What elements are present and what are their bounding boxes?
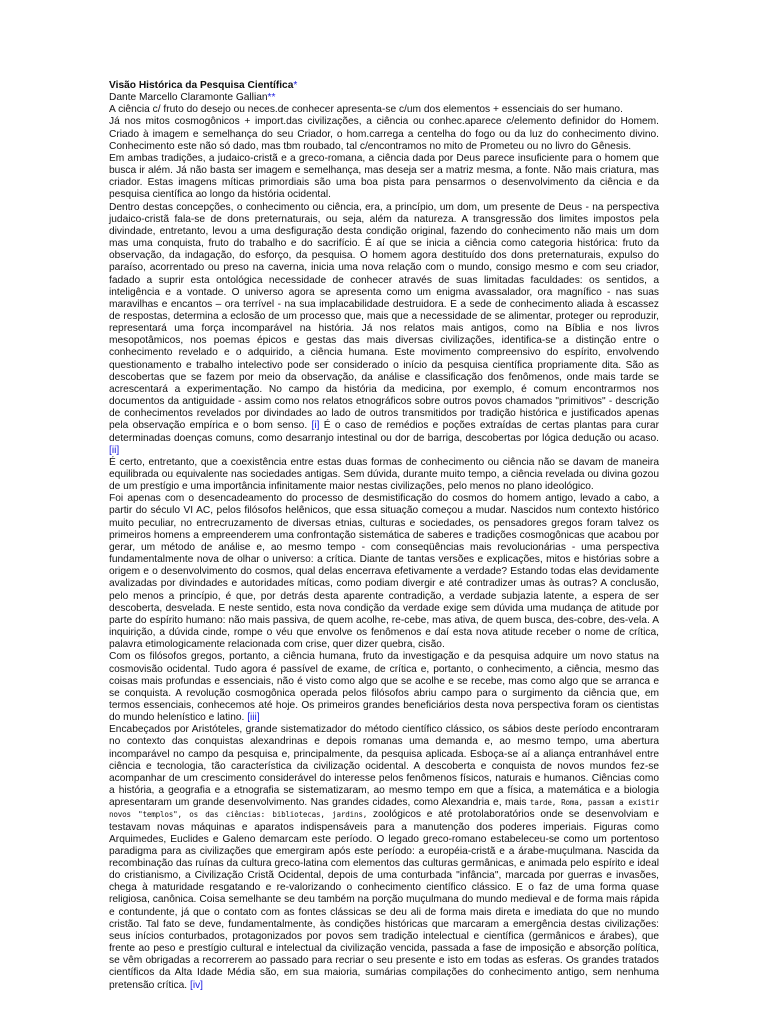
author-name: Dante Marcello Claramonte Gallian	[109, 92, 268, 104]
document-title	[109, 80, 659, 92]
title-footnote-link[interactable]: *	[293, 80, 298, 91]
paragraph: A ciência c/ fruto do desejo ou neces.de conhecer apresenta-se c/um dos elementos + essenciais do ser humano.	[109, 104, 623, 116]
footnote-link[interactable]: [i]	[311, 420, 320, 432]
title-text: Visão Histórica da Pesquisa Científica	[109, 80, 294, 91]
paragraph: Encabeçados por Aristóteles, grande sistematizador do método científico clássico, os sábios deste período encontraram no contexto das conquistas alexandrinas e depois romanas uma demanda e, ao mesmo tempo, uma abertura incomparável no campo da pesquisa e, principalmente, da pesquisa aplicada. Esboça-se aí a aliança entranhável entre ciência e tecnologia, tão característica da civilização ocidental. A descoberta e conquista de novos mundos fez-se acompanhar de um crescimento considerável do interesse pelos fenômenos físicos, naturais e humanos. Ciências como a história, a geografia e a etnografia se sistematizaram, ao mesmo tempo em que a física, a matemática e a biologia apresentaram um grande desenvolvimento. Nas grandes cidades, como Alexandria e, mais tarde, Roma, passam a existir novos "templos", os das ciências: bibliotecas, jardins, zoológicos e até protolaboratórios onde se desenvolviam e testavam novas máquinas e aparatos indispensáveis para a manutenção dos poderes imperiais. Figuras como Arquimedes, Euclides e Galeno demarcam este período. O legado greco-romano estabeleceu-se como um portentoso paradigma para as civilizações que emergiram após este período: a européia-cristã e a árabe-muçulmana. Nascida da recombinação das ruínas da cultura greco-latina com elementos das culturas germânicas, e animada pelo espírito e ideal do cristianismo, a Civilização Cristã Ocidental, depois de uma conturbada "infância", marcada por guerras e invasões, chega à maturidade resgatando e re-valorizando o conhecimento científico clássico. E o faz de uma forma quase religiosa, canônica. Coisa semelhante se deu também na porção muçulmana do mundo medieval e de forma mais rápida e contundente, já que o contato com as fontes clássicas se deu ali de forma mais direta e imediata do que no mundo cristão. Tal fato se deve, fundamentalmente, às condições históricas que marcaram a emergência destas civilizações: seus inícios conturbados, protagonizados por povos sem tradição intelectual e científica (germânicos e árabes), que frente ao peso e prestígio cultural e intelectual da civilização vencida, passada a fase de imposição e absorção política, se vêm obrigadas a recorrerem ao passado para recriar o seu presente e isto em todas as esferas. Os grandes tratados científicos da Alta Idade Média são, em sua maioria, sumárias compilações do conhecimento antigo, sem nenhuma pretensão crítica. [iv]	[109, 724, 660, 991]
author-footnote-link[interactable]: **	[267, 92, 276, 104]
author-line	[109, 92, 659, 104]
paragraph: Em ambas tradições, a judaico-cristã e a greco-romana, a ciência dada por Deus parece insuficiente para o homem que busca ir além. Já não basta ser imagem e semelhança, mas deseja ser a matriz mesma, a fonte. Não mais criatura, mas criador. Estas imagens míticas primordiais são uma boa pista para pensarmos o desenvolvimento da ciência e da pesquisa científica ao longo da história ocidental.	[109, 152, 659, 201]
paragraph: Já nos mitos cosmogônicos + import.das civilizações, a ciência ou conhec.aparece c/elemento definidor do Homem. Criado à imagem e semelhança do seu Criador, o hom.carrega a centelha do fogo ou da luz do conhecimento divino. Conhecimento este não só dado, mas tbm roubado, tal c/encontramos no mito de Prometeu ou no livro do Gênesis.	[109, 116, 659, 152]
document-body	[109, 80, 659, 992]
paragraph: Foi apenas com o desencadeamento do processo de desmistificação do cosmos do homem antigo, levado a cabo, a partir do século VI AC, pelos filósofos helênicos, que essa situação começou a mudar. Nascidos num contexto histórico muito peculiar, no entrecruzamento de diversas etnias, culturas e sociedades, os pensadores gregos foram talvez os primeiros homens a empreenderem uma confrontação sistemática de saberes e tradições cosmogônicas que acabou por gerar, um método de análise e, ao mesmo tempo - com conseqüências mais revolucionárias - uma perspectiva fundamentalmente nova de olhar o universo: a crítica. Diante de tantas versões e explicações, mitos e histórias sobre a origem e o desenvolvimento do cosmos, qual delas encerrava efetivamente a verdade? Estando todas elas devidamente avalizadas por divindades e autoridades míticas, como podiam divergir e até contradizer umas às outras? A conclusão, pelo menos a princípio, é que, por detrás desta aparente contradição, a verdade subjazia latente, a espera de ser descoberta, desvelada. E neste sentido, esta nova condição da verdade exige sem dúvida uma mudança de atitude por parte do espírito humano: não mais passiva, de quem acolhe, re-cebe, mas ativa, de quem busca, des-cobre, des-vela. A inquirição, a dúvida cinde, rompe o véu que envolve os fenômenos e daí esta nova atitude receber o nome de crítica, palavra etimologicamente relacionada com crise, quer dizer quebra, cisão.	[109, 493, 659, 651]
paragraph: É certo, entretanto, que a coexistência entre estas duas formas de conhecimento ou ciência não se davam de maneira equilibrada ou equivalente nas sociedades antigas. Sem dúvida, durante muito tempo, a ciência revelada ou divina gozou de um prestígio e uma importância infinitamente maior nestas civilizações, pelo menos no plano ideológico.	[109, 456, 659, 493]
footnote-link[interactable]: [iv]	[189, 979, 204, 991]
footnote-link[interactable]: [ii]	[109, 444, 120, 456]
paragraph: Dentro destas concepções, o conhecimento ou ciência, era, a princípio, um dom, um presente de Deus - na perspectiva judaico-cristã fala-se de dons preternaturais, ou seja, além da natureza. A transgressão dos limites impostos pela divindade, entretanto, levou a uma desfiguração desta condição original, fazendo do conhecimento não mais um dom mas uma conquista, fruto do trabalho e do sacrifício. É aí que se inicia a ciência como categoria histórica: fruto da observação, da indagação, do esforço, da pesquisa. O homem agora destituído dos dons preternaturais, expulso do paraíso, acorrentado ou preso na caverna, inicia uma nova relação com o mundo, consigo mesmo e com seu criador, fadado a suprir esta ontológica necessidade de conhecer através de suas limitadas faculdades: os sentidos, a inteligência e a vontade. O universo agora se apresenta como um enigma avassalador, ora magnífico - nas suas maravilhas e encantos – ora terrível - na sua implacabilidade destruidora. E a sede de conhecimento aliada à escassez de respostas, determina a eclosão de um processo que, mais que a necessidade de se alimentar, proteger ou reproduzir, representará uma força incomparável na história. Já nos relatos mais antigos, como na Bíblia e nos livros mesopotâmicos, nos poemas épicos e gestas das mais diversas civilizações, identifica-se a distinção entre o conhecimento revelado e o adquirido, a ciência humana. Este movimento compreensivo do espírito, envolvendo questionamento e trabalho intelectivo pode ser considerado o início da pesquisa científica propriamente dita. São as descobertas que se fazem por meio da observação, da análise e classificação dos fenômenos, onde mais tarde se acrescentará a experimentação. No campo da história da medicina, por exemplo, é comum encontrarmos nos documentos da antiguidade - assim como nos relatos etnográficos sobre outros povos chamados "primitivos" - descrição de conhecimentos revelados por divindades ao lado de outros transmitidos por tradição histórica e justificados apenas pela observação empírica e o bom senso. [i] É o caso de remédios e poções extraídas de certas plantas para curar determinadas doenças comuns, como desarranjo intestinal ou dor de barriga, descobertas por lógica dedução ou acaso. [ii]	[109, 201, 659, 456]
paragraph-list	[109, 104, 659, 991]
footnote-link[interactable]: [iii]	[247, 712, 260, 724]
paragraph: Com os filósofos gregos, portanto, a ciência humana, fruto da investigação e da pesquisa adquire um novo status na cosmovisão ocidental. Tudo agora é passível de exame, de crítica e, portanto, o conhecimento, a ciência, mesmo das coisas mais profundas e essenciais, não é visto como algo que se acolhe e se recebe, mas como algo que se arranca e se conquista. A revolução cosmogônica operada pelos filósofos abriu campo para o surgimento da ciência que, em termos essenciais, conhecemos até hoje. Os primeiros grandes beneficiários desta nova perspectiva foram os cientistas do mundo helenístico e latino. [iii]	[109, 651, 659, 724]
